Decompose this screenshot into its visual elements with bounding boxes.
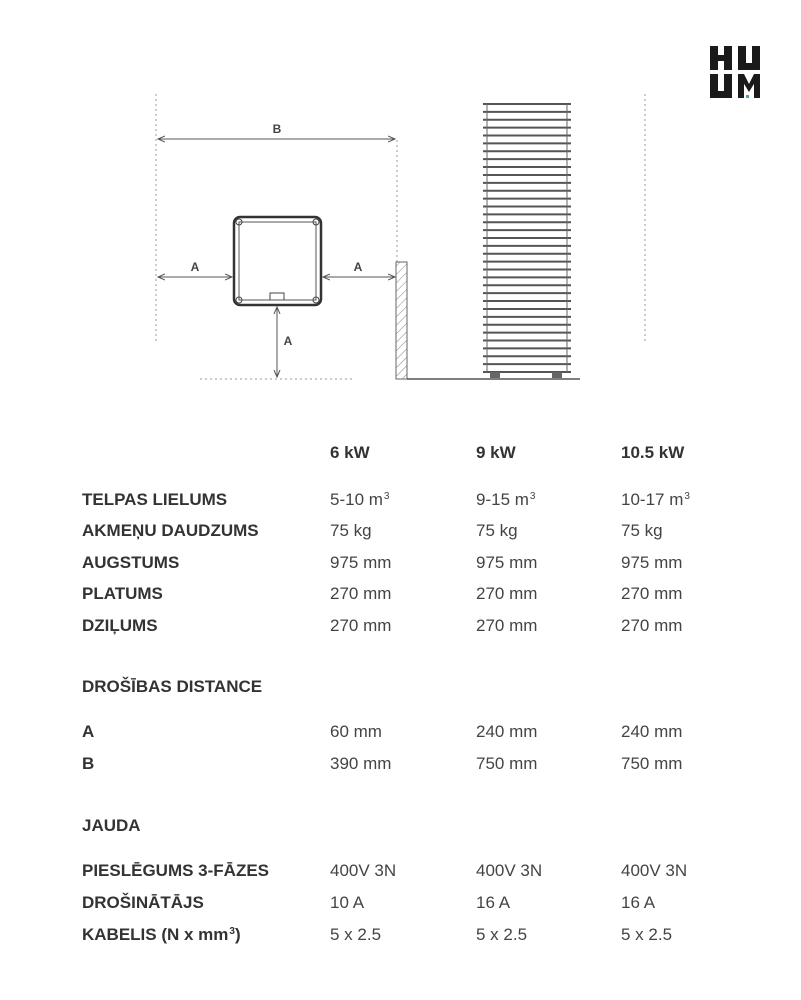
- spec-value: 975 mm: [621, 553, 683, 572]
- spec-value: 270 mm: [621, 616, 683, 635]
- power-value: 400V 3N: [621, 861, 688, 880]
- power-value: 5 x 2.5: [330, 925, 382, 944]
- power-label: DROŠINĀTĀJS: [82, 893, 204, 912]
- spec-value: 270 mm: [621, 584, 683, 603]
- safety-label: B: [82, 754, 95, 773]
- spec-label: TELPAS LIELUMS: [82, 490, 228, 509]
- power-value: 16 A: [476, 893, 511, 912]
- heater-side-view: [483, 104, 571, 372]
- label-a-left: A: [190, 260, 200, 274]
- spec-value: 75 kg: [476, 521, 518, 540]
- label-a-right: A: [353, 260, 363, 274]
- installation-diagram: [0, 0, 801, 400]
- power-value: 5 x 2.5: [621, 925, 673, 944]
- spec-value: 75 kg: [621, 521, 663, 540]
- heater-foot-right: [552, 372, 562, 378]
- spec-label: AKMEŅU DAUDZUMS: [82, 521, 259, 540]
- safety-value: 750 mm: [476, 754, 538, 773]
- power-value: 16 A: [621, 893, 656, 912]
- spec-value: 975 mm: [330, 553, 392, 572]
- spec-value: 270 mm: [476, 616, 538, 635]
- spec-value: 270 mm: [476, 584, 538, 603]
- spec-value: 975 mm: [476, 553, 538, 572]
- col-header-10-5kw: 10.5 kW: [621, 443, 685, 462]
- power-value: 400V 3N: [330, 861, 397, 880]
- spec-value: 270 mm: [330, 616, 392, 635]
- label-b: B: [272, 122, 282, 136]
- power-value: 5 x 2.5: [476, 925, 528, 944]
- spec-value: 75 kg: [330, 521, 372, 540]
- wall: [396, 262, 407, 379]
- safety-value: 750 mm: [621, 754, 683, 773]
- power-value: 400V 3N: [476, 861, 543, 880]
- section-title: DROŠĪBAS DISTANCE: [82, 677, 263, 696]
- spec-value: 10-17 $m^3$: [621, 490, 690, 509]
- heater-foot-left: [490, 372, 500, 378]
- safety-label: A: [82, 722, 95, 741]
- label-a-bottom: A: [283, 334, 293, 348]
- power-label: KABELIS (N x $mm^3$): [82, 925, 241, 944]
- col-header-6kw: 6 kW: [330, 443, 370, 462]
- spec-value: 270 mm: [330, 584, 392, 603]
- spec-value: 5-10 $m^3$: [330, 490, 390, 509]
- col-header-9kw: 9 kW: [476, 443, 516, 462]
- spec-value: 9-15 $m^3$: [476, 490, 536, 509]
- safety-value: 390 mm: [330, 754, 392, 773]
- power-label: PIESLĒGUMS 3-FĀZES: [82, 861, 270, 880]
- safety-value: 240 mm: [621, 722, 683, 741]
- section-title: JAUDA: [82, 816, 141, 835]
- spec-label: AUGSTUMS: [82, 553, 180, 572]
- spec-label: DZIĻUMS: [82, 616, 158, 635]
- power-value: 10 A: [330, 893, 365, 912]
- safety-value: 240 mm: [476, 722, 538, 741]
- heater-top-view: [234, 217, 321, 305]
- spec-label: PLATUMS: [82, 584, 163, 603]
- safety-value: 60 mm: [330, 722, 382, 741]
